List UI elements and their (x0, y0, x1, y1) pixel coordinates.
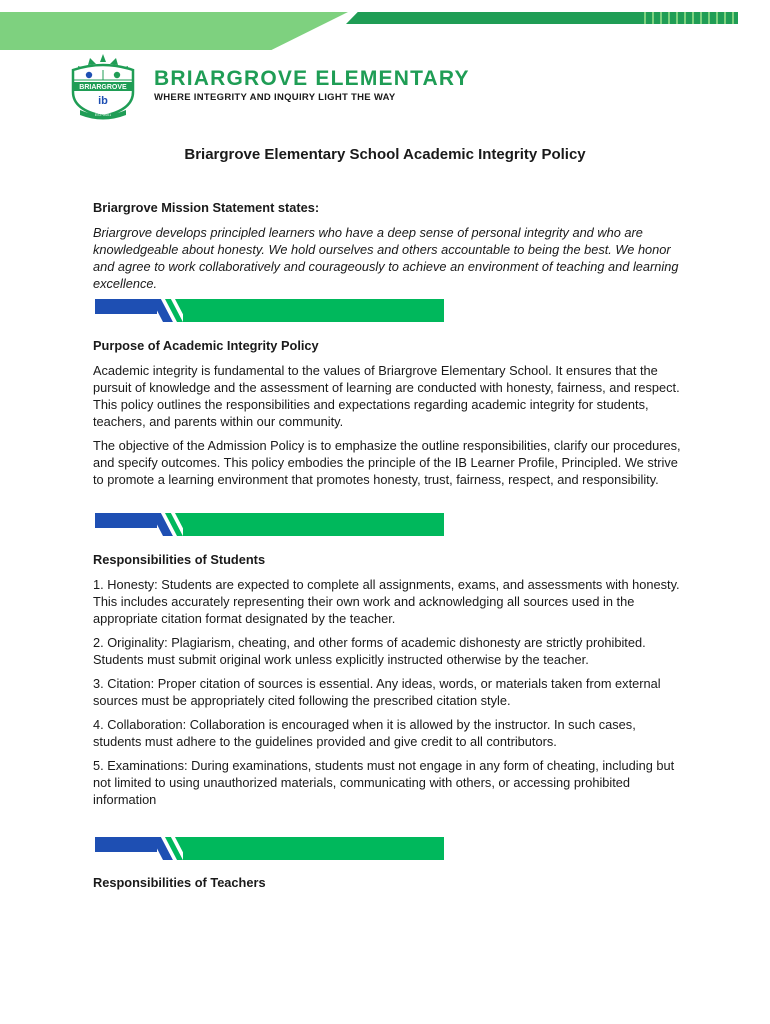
school-tagline: WHERE INTEGRITY AND INQUIRY LIGHT THE WAY (154, 92, 396, 103)
mission-section (93, 199, 683, 299)
header-band (0, 0, 770, 60)
section-divider (95, 513, 444, 536)
svg-text:ib: ib (98, 95, 108, 107)
student-responsibility-item: 4. Collaboration: Collaboration is encouraged when it is allowed by the instructor. In such cases, students must adhere to the guidelines provided and give credit to all contributors. (93, 717, 636, 749)
students-section (93, 551, 683, 815)
purpose-section (93, 337, 683, 495)
header-band-dark (346, 12, 738, 24)
teachers-section (93, 874, 683, 899)
school-name: BRIARGROVE ELEMENTARY (154, 67, 470, 90)
logo-ribbon-text: EST. 2001 (94, 113, 112, 117)
school-crest-logo (60, 52, 146, 120)
header-band-light (0, 12, 348, 50)
student-responsibility-item: 1. Honesty: Students are expected to complete all assignments, exams, and assessments with honesty. This includes accurately representing their own work and acknowledging all sources used in the appropriate citation format designated by the teacher. (93, 577, 680, 626)
students-heading: Responsibilities of Students (93, 552, 266, 567)
student-responsibility-item: 5. Examinations: During examinations, students must not engage in any form of cheating, including but not limited to using unauthorized materials, communicating with others, or accessing prohibited information (93, 758, 675, 807)
mission-heading: Briargrove Mission Statement states: (93, 200, 320, 215)
purpose-paragraph: Academic integrity is fundamental to the values of Briargrove Elementary School. It ensures that the pursuit of knowledge and the assessment of learning are conducted with honesty, fairness, and respect. This policy outlines the responsibilities and expectations regarding academic integrity for students, teachers, and parents within our community. (93, 363, 680, 429)
student-responsibility-item: 2. Originality: Plagiarism, cheating, and other forms of academic dishonesty are strictly prohibited. Students must submit original work unless explicitly instructed otherwise by the teacher. (93, 635, 646, 667)
section-divider (95, 837, 444, 860)
brand-block (154, 68, 470, 103)
mission-text: Briargrove develops principled learners who have a deep sense of personal integrity and who are knowledgeable about honesty. We hold ourselves and others accountable to being the best. We honor and agree to work collaboratively and courageously to achieve an environment of teaching and learning excellence. (93, 225, 679, 291)
student-responsibility-item: 3. Citation: Proper citation of sources is essential. Any ideas, words, or materials taken from external sources must be appropriately cited following the prescribed citation style. (93, 676, 661, 708)
teachers-heading: Responsibilities of Teachers (93, 875, 266, 890)
section-divider (95, 299, 444, 322)
purpose-heading: Purpose of Academic Integrity Policy (93, 338, 319, 353)
logo-text: BRIARGROVE (79, 84, 127, 91)
purpose-paragraph: The objective of the Admission Policy is to emphasize the outline responsibilities, clarify our procedures, and specify outcomes. This policy embodies the principle of the IB Learner Profile, Principled. We strive to promote a learning environment that promotes honesty, trust, fairness, respect, and responsibility. (93, 438, 681, 487)
document-title: Briargrove Elementary School Academic Integrity Policy (184, 146, 586, 163)
